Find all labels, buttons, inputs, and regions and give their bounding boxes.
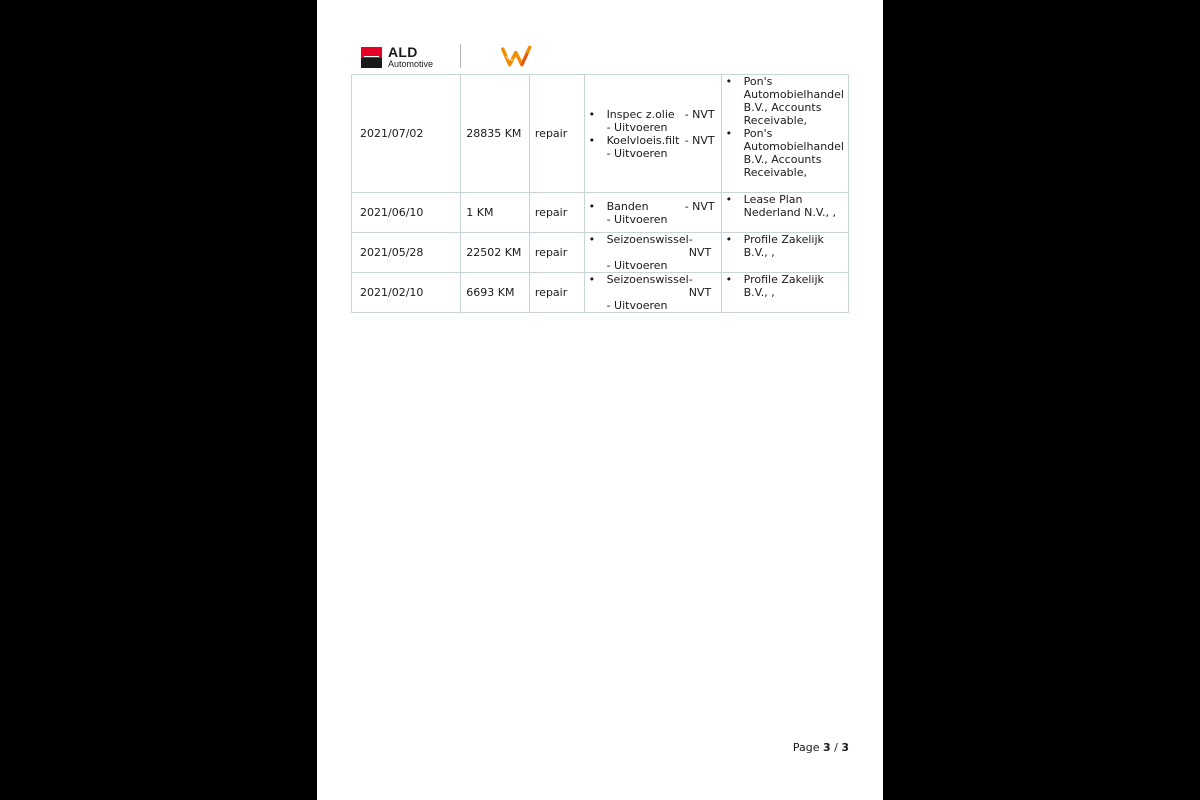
mileage-cell: 22502 KM	[461, 233, 530, 273]
work-list	[585, 108, 721, 160]
work-item-action: - Uitvoeren	[606, 299, 668, 312]
work-list	[585, 273, 721, 312]
work-cell	[584, 193, 721, 233]
ald-automotive-logo	[361, 45, 433, 69]
mileage-cell: 6693 KM	[461, 273, 530, 313]
page-current: 3	[822, 741, 831, 754]
type-cell: repair	[529, 75, 584, 193]
work-item	[585, 134, 721, 160]
supplier-cell	[721, 273, 848, 313]
document-page	[317, 0, 883, 800]
work-item	[585, 200, 721, 226]
work-cell	[584, 233, 721, 273]
date-cell: 2021/05/28	[352, 233, 461, 273]
date-cell: 2021/02/10	[352, 273, 461, 313]
work-item-status: - NVT	[684, 133, 715, 147]
work-item-action: - Uitvoeren	[606, 259, 668, 272]
work-list	[585, 200, 721, 226]
logo-divider	[460, 44, 461, 68]
page-number	[793, 741, 849, 754]
supplier-item: • Lease Plan Nederland N.V., ,	[722, 193, 848, 219]
work-item-status: - NVT	[684, 107, 715, 121]
work-item	[585, 233, 721, 272]
work-item-action: - Uitvoeren	[606, 212, 668, 226]
table-row	[352, 193, 849, 233]
work-item-action: - Uitvoeren	[606, 120, 668, 134]
page-label: Page	[792, 741, 820, 754]
type-cell: repair	[529, 193, 584, 233]
ald-brand-sub: Automotive	[388, 59, 434, 69]
work-item-name: • Koelvloeis.filt	[606, 133, 680, 147]
work-item-name: • Seizoenswissel	[606, 273, 689, 286]
supplier-cell	[721, 233, 848, 273]
table-row	[352, 273, 849, 313]
work-item-name: • Inspec z.olie	[606, 107, 675, 121]
date-cell: 2021/06/10	[352, 193, 461, 233]
supplier-item: • Profile Zakelijk B.V., ,	[722, 273, 848, 299]
work-list	[585, 233, 721, 272]
supplier-list	[722, 273, 848, 299]
ald-brand-name: ALD	[388, 44, 418, 60]
supplier-item: • Pon's Automobielhandel B.V., Accounts Receivable,	[722, 75, 848, 127]
page-separator: /	[834, 741, 838, 754]
supplier-cell	[721, 75, 848, 193]
work-cell	[584, 75, 721, 193]
work-item-status: - NVT	[688, 233, 712, 259]
work-item-name: • Banden	[606, 199, 649, 213]
table-row	[352, 233, 849, 273]
mileage-cell: 28835 KM	[461, 75, 530, 193]
work-item-status: - NVT	[684, 199, 715, 213]
ald-logo-mark	[361, 47, 382, 68]
work-item-status: - NVT	[688, 273, 712, 299]
supplier-list	[722, 233, 848, 259]
work-item	[585, 108, 721, 134]
maintenance-history-table	[351, 74, 849, 313]
supplier-cell	[721, 193, 848, 233]
work-item-name: • Seizoenswissel	[606, 233, 689, 246]
work-item-action: - Uitvoeren	[606, 146, 668, 160]
type-cell: repair	[529, 233, 584, 273]
mileage-cell: 1 KM	[461, 193, 530, 233]
table-row	[352, 75, 849, 193]
supplier-item: • Pon's Automobielhandel B.V., Accounts Receivable,	[722, 127, 848, 179]
partner-w-logo	[501, 42, 541, 70]
type-cell: repair	[529, 273, 584, 313]
work-item	[585, 273, 721, 312]
page-header	[361, 42, 561, 70]
date-cell: 2021/07/02	[352, 75, 461, 193]
supplier-item: • Profile Zakelijk B.V., ,	[722, 233, 848, 259]
supplier-list	[722, 75, 848, 179]
work-cell	[584, 273, 721, 313]
supplier-list	[722, 193, 848, 219]
page-total: 3	[841, 741, 849, 754]
